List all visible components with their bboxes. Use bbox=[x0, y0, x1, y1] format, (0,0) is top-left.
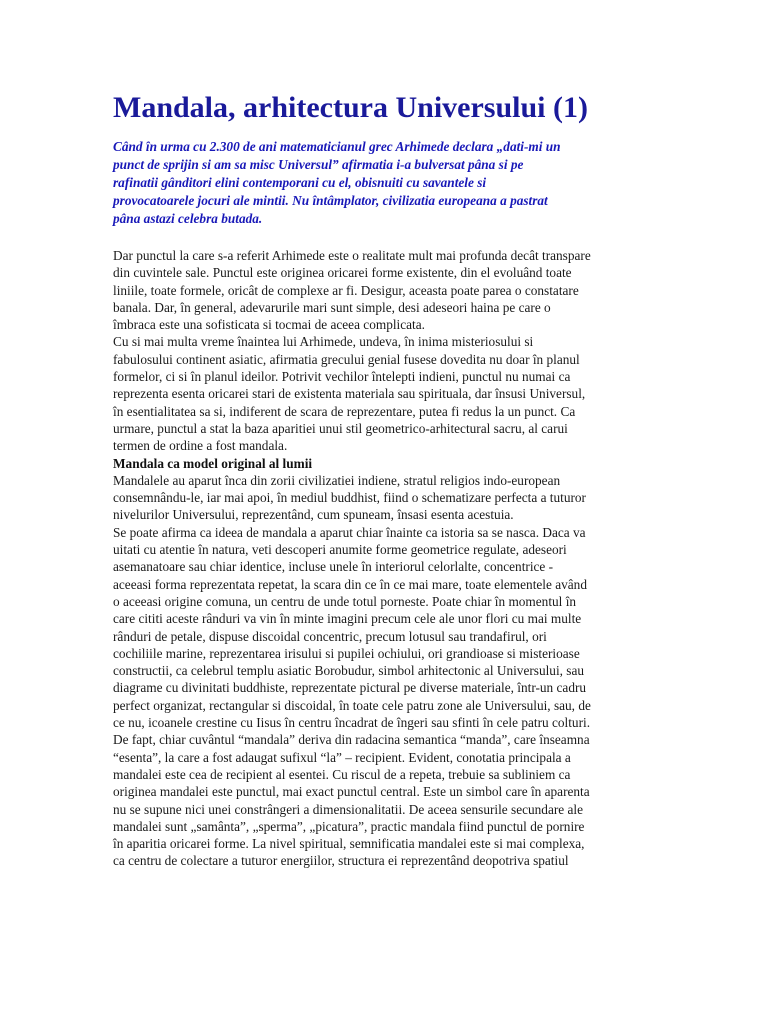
body-line: îmbraca este una sofisticata si tocmai de aceea complicata. bbox=[113, 317, 425, 333]
body-line: Dar punctul la care s-a referit Arhimede este o realitate mult mai profunda decât transpare bbox=[113, 248, 591, 263]
section-subheading: Mandala ca model original al lumii bbox=[113, 455, 313, 471]
body-line: uitati cu atentie în natura, veti descoperi anumite forme geometrice regulate, adeseori bbox=[113, 542, 567, 558]
article-body bbox=[113, 247, 653, 870]
article-title: Mandala, arhitectura Universului (1) bbox=[113, 91, 588, 124]
body-line: banala. Dar, în general, adevarurile mari sunt simple, desi adeseori haina pe care o bbox=[113, 299, 551, 315]
body-line: din cuvintele sale. Punctul este originea oricarei forme existente, din el evoluând toate bbox=[113, 265, 572, 281]
body-line: fabulosului continent asiatic, afirmatia grecului genial fusese dovedita nu doar în planul bbox=[113, 351, 580, 367]
body-line: nu se supune nici unei constrângeri a dimensionalitatii. De aceea sensurile secundare ale bbox=[113, 801, 584, 817]
lead-line: pâna astazi celebra butada. bbox=[113, 211, 263, 226]
lead-line: rafinatii gânditori elini contemporani cu el, obisnuiti cu savantele si bbox=[113, 175, 487, 190]
body-line: formelor, ci si în planul ideilor. Potrivit vechilor întelepti indieni, punctul nu numai ca bbox=[113, 369, 571, 385]
lead-line: punct de sprijin si am sa misc Universul” afirmatia i-a bulversat pâna si pe bbox=[113, 157, 524, 172]
body-line: perfect organizat, rectangular si discoidal, în toate cele patru zone ale Universului, sau, de bbox=[113, 697, 591, 713]
body-line: mandalei este cea de recipient al esentei. Cu riscul de a repeta, trebuie sa subliniem ca bbox=[113, 766, 571, 782]
body-line: De fapt, chiar cuvântul “mandala” deriva din radacina semantica “manda”, care înseamna bbox=[113, 732, 590, 748]
body-line: cochiliile marine, reprezentarea irisului si pupilei ochiului, ori grandioase si misterioase bbox=[113, 645, 580, 661]
body-line: în aparitia oricarei forme. La nivel spiritual, semnificatia mandalei este si mai complexa, bbox=[113, 836, 585, 852]
body-line: constructii, ca celebrul templu asiatic Borobudur, simbol arhitectonic al Universului, sau bbox=[113, 663, 585, 679]
body-line: o aceeasi origine comuna, un centru de unde totul porneste. Poate chiar în momentul în bbox=[113, 593, 577, 609]
body-line: termen de ordine a fost mandala. bbox=[113, 438, 288, 454]
body-line: urmare, punctul a stat la baza aparitiei unui stil geometrico-arhitectural sacru, al carui bbox=[113, 420, 568, 436]
body-line: mandalei sunt „samânta”, „sperma”, „picatura”, practic mandala fiind punctul de pornire bbox=[113, 818, 585, 834]
body-line: diagrame cu divinitati buddhiste, reprezentate pictural pe diverse materiale, într-un cadru bbox=[113, 680, 587, 696]
body-line: Cu si mai multa vreme înaintea lui Arhimede, undeva, în inima misteriosului si bbox=[113, 334, 534, 350]
body-line: ce nu, icoanele crestine cu Iisus în centru încadrat de îngeri sau sfinti în cele patru colturi. bbox=[113, 715, 591, 731]
body-line: Mandalele au aparut înca din zorii civilizatiei indiene, stratul religios indo-european bbox=[113, 472, 561, 488]
body-line: rânduri de petale, dispuse discoidal concentric, precum lotusul sau trandafirul, ori bbox=[113, 628, 547, 644]
body-line: Se poate afirma ca ideea de mandala a aparut chiar înainte ca istoria sa se nasca. Daca va bbox=[113, 524, 586, 540]
body-line: liniile, toate formele, oricât de complexe ar fi. Desigur, aceasta poate parea o constatare bbox=[113, 282, 579, 298]
body-line: care cititi aceste rânduri va vin în minte imagini precum cele ale unor flori cu mai multe bbox=[113, 611, 582, 627]
body-line: originea mandalei este punctul, mai exact punctul central. Este un simbol care în aparenta bbox=[113, 784, 590, 800]
body-line: ca centru de colectare a tuturor energiilor, structura ei reprezentând deopotriva spatiul bbox=[113, 853, 569, 869]
body-line: aceeasi forma reprezentata repetat, la scara din ce în ce mai mare, toate elementele având bbox=[113, 576, 587, 592]
body-line: consemnându-le, iar mai apoi, în mediul buddhist, fiind o schematizare perfecta a tuturor bbox=[113, 490, 586, 506]
lead-line: provocatoarele jocuri ale mintii. Nu întâmplator, civilizatia europeana a pastrat bbox=[113, 193, 548, 208]
body-line: nivelurilor Universului, reprezentând, cum spuneam, însasi esenta acestuia. bbox=[113, 507, 514, 523]
body-line: asemanatoare sau chiar identice, incluse unele în interiorul celorlalte, concentrice - bbox=[113, 559, 554, 575]
lead-line: Când în urma cu 2.300 de ani matematicianul grec Arhimede declara „dati-mi un bbox=[113, 139, 561, 154]
body-line: “esenta”, la care a fost adaugat sufixul “la” – recipient. Evident, conotatia principala a bbox=[113, 749, 571, 765]
body-line: în esentialitatea sa si, indiferent de scara de reprezentare, putea fi redus la un punct. Ca bbox=[113, 403, 576, 419]
body-line: reprezenta esenta oricarei stari de existenta materiala sau spirituala, dar însusi Universul, bbox=[113, 386, 586, 402]
article-lead bbox=[113, 138, 623, 228]
